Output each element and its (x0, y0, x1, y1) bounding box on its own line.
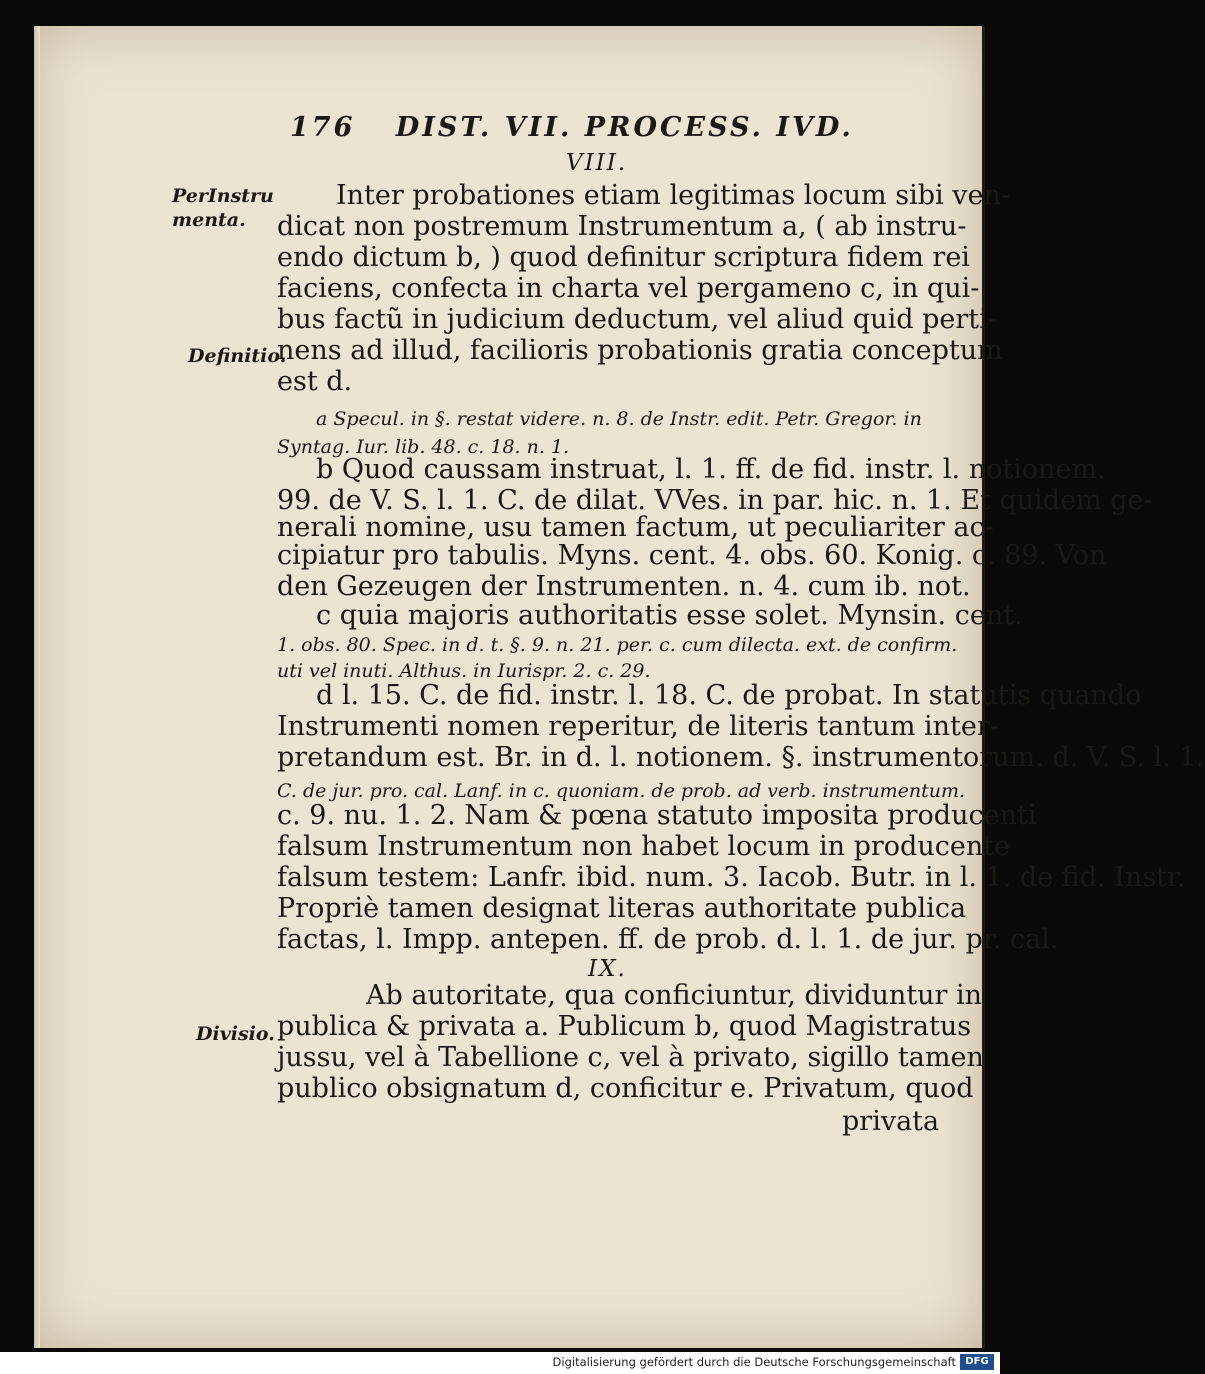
footnote-line: Propriè tamen designat literas authoritate publica (277, 893, 967, 924)
section-heading-viii: VIII. (566, 150, 628, 176)
text-line: est d. (277, 366, 353, 397)
catchword: privata (842, 1106, 940, 1137)
footnote-line: c quia majoris authoritatis esse solet. Mynsin. cent. (316, 600, 1023, 631)
footnote-line: uti vel inuti. Althus. in Iurispr. 2. c. 29. (277, 660, 651, 682)
footnote-line: falsum Instrumentum non habet locum in producente (277, 831, 1011, 862)
footnote-line: Syntag. Iur. lib. 48. c. 18. n. 1. (277, 436, 570, 458)
footnote-line: 99. de V. S. l. 1. C. de dilat. VVes. in par. hic. n. 1. Et quidem ge- (277, 485, 1153, 516)
text-line: publico obsignatum d, conficitur e. Privatum, quod (277, 1073, 974, 1104)
margin-note-instrumenta: PerInstru menta. (172, 185, 274, 231)
footnote-line: Instrumenti nomen reperitur, de literis tantum inter- (277, 711, 999, 742)
footnote-line: den Gezeugen der Instrumenten. n. 4. cum ib. not. (277, 571, 971, 602)
text-line: endo dictum b, ) quod definitur scriptura fidem rei (277, 242, 970, 273)
text-line: Ab autoritate, qua conficiuntur, dividuntur in (366, 980, 983, 1011)
running-header (290, 112, 854, 143)
text-line: bus factũ in judicium deductum, vel aliud quid perti- (277, 304, 997, 335)
margin-note-divisio: Divisio. (196, 1023, 275, 1045)
dfg-logo: DFG (960, 1354, 994, 1370)
footnote-line: 1. obs. 80. Spec. in d. t. §. 9. n. 21. per. c. cum dilecta. ext. de confirm. (277, 634, 958, 656)
footnote-line: C. de jur. pro. cal. Lanf. in c. quoniam. de prob. ad verb. instrumentum. (277, 780, 966, 802)
footnote-line: c. 9. nu. 1. 2. Nam & pœna statuto imposita producenti (277, 800, 1037, 831)
text-line: nens ad illud, facilioris probationis gratia conceptum (277, 335, 1003, 366)
text-line: dicat non postremum Instrumentum a, ( ab instru- (277, 211, 967, 242)
running-head-title: DIST. VII. PROCESS. IVD. (395, 112, 854, 143)
text-line: faciens, confecta in charta vel pergameno c, in qui- (277, 273, 980, 304)
section-heading-ix: IX. (588, 956, 627, 982)
footnote-line: a Specul. in §. restat videre. n. 8. de Instr. edit. Petr. Gregor. in (316, 408, 922, 430)
footnote-line: pretandum est. Br. in d. l. notionem. §. instrumentorum. d. V. S. l. 1. (277, 742, 1205, 773)
footnote-line: cipiatur pro tabulis. Myns. cent. 4. obs. 60. Konig. c. 89. Von (277, 540, 1107, 571)
page-gutter (34, 26, 40, 1348)
margin-note-definitio: Definitio. (188, 345, 287, 367)
text-line: jussu, vel à Tabellione c, vel à privato, sigillo tamen (277, 1042, 984, 1073)
footnote-line: falsum testem: Lanfr. ibid. num. 3. Iacob. Butr. in l. 1. de fid. Instr. (277, 862, 1186, 893)
footnote-line: nerali nomine, usu tamen factum, ut peculiariter ac- (277, 512, 994, 543)
footer-credit: Digitalisierung gefördert durch die Deutsche Forschungsgemeinschaft (552, 1355, 956, 1369)
footnote-line: factas, l. Impp. antepen. ff. de prob. d. l. 1. de jur. pr. cal. (277, 924, 1059, 955)
text-line: publica & privata a. Publicum b, quod Magistratus (277, 1011, 972, 1042)
page-number: 176 (290, 112, 356, 143)
footnote-line: b Quod caussam instruat, l. 1. ff. de fid. instr. l. notionem. (316, 454, 1106, 485)
footer-bar (0, 1352, 1000, 1374)
text-line: Inter probationes etiam legitimas locum sibi ven- (336, 180, 1010, 211)
footnote-line: d l. 15. C. de fid. instr. l. 18. C. de probat. In statutis quando (316, 680, 1142, 711)
